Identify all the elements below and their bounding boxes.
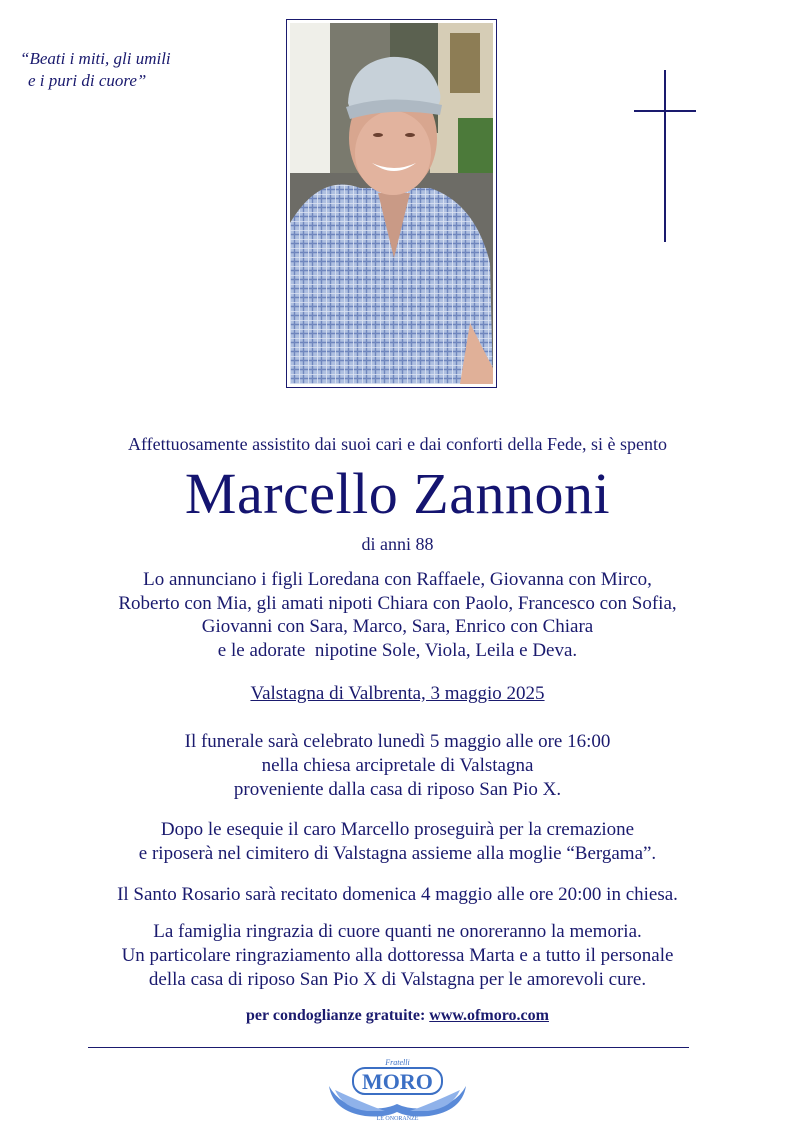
cross-icon [634, 70, 696, 242]
thanks-text [0, 920, 795, 992]
thanks-line: La famiglia ringrazia di cuore quanti ne onoreranno la memoria. [153, 921, 642, 942]
condolences-label: per condoglianze gratuite: [246, 1007, 430, 1024]
quote-line-1: “Beati i miti, gli umili [20, 49, 171, 68]
announcement-line: e le adorate nipotine Sole, Viola, Leila e Deva. [217, 639, 578, 661]
cremation-line: Dopo le esequie il caro Marcello proseguirà per la cremazione [160, 819, 635, 840]
funeral-line: Il funerale sarà celebrato lunedì 5 maggio alle ore 16:00 [184, 731, 611, 752]
place-date-text: Valstagna di Valbrenta, 3 maggio 2025 [250, 683, 545, 704]
cremation-line: e riposerà nel cimitero di Valstagna assieme alla moglie “Bergama”. [138, 843, 657, 864]
divider-line [88, 1047, 689, 1048]
cremation-info [0, 818, 795, 866]
deceased-age: di anni 88 [361, 534, 434, 554]
quote-line-2: e i puri di cuore” [28, 71, 147, 90]
intro-text: Affettuosamente assistito dai suoi cari e dai conforti della Fede, si è spento [127, 434, 668, 454]
deceased-name: Marcello Zannoni [184, 461, 611, 526]
logo-main-text: MORO [362, 1069, 433, 1094]
thanks-line: della casa di riposo San Pio X di Valstagna per le amorevoli cure. [148, 969, 647, 990]
logo-bottom-text: LE ONORANZE [376, 1116, 419, 1122]
rosary-info [0, 883, 795, 907]
funeral-line: nella chiesa arcipretale di Valstagna [261, 755, 534, 776]
condolences-link[interactable]: www.ofmoro.com [429, 1007, 549, 1024]
epigraph-quote [20, 48, 210, 92]
rosary-line: Il Santo Rosario sarà recitato domenica 4 maggio alle ore 20:00 in chiesa. [117, 884, 678, 905]
announcement-line: Giovanni con Sara, Marco, Sara, Enrico con Chiara [201, 616, 594, 637]
announcement-line: Roberto con Mia, gli amati nipoti Chiara con Paolo, Francesco con Sofia, [118, 592, 677, 614]
funeral-info [0, 730, 795, 802]
logo-top-text: Fratelli [385, 1058, 410, 1067]
announcement-line: Lo annunciano i figli Loredana con Raffaele, Giovanna con Mirco, [143, 569, 652, 590]
portrait-photo [286, 19, 497, 388]
condolences [0, 1007, 795, 1025]
funeral-line: proveniente dalla casa di riposo San Pio X. [233, 779, 562, 800]
announcement-text [0, 568, 795, 662]
place-date [0, 682, 795, 706]
moro-logo [325, 1056, 470, 1122]
thanks-line: Un particolare ringraziamento alla dottoressa Marta e a tutto il personale [121, 945, 674, 966]
